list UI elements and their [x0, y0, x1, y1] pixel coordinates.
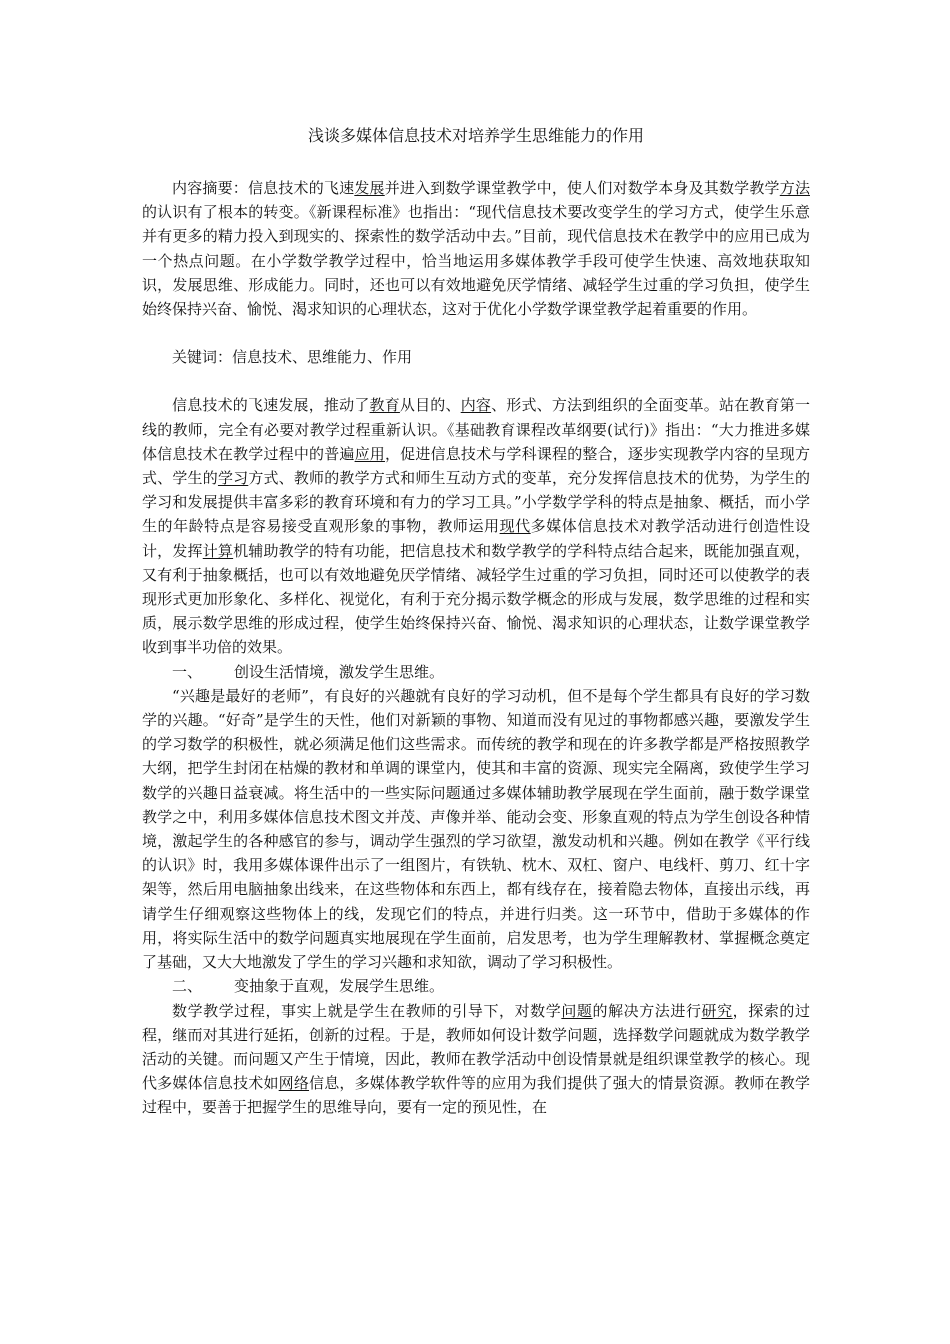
- abstract-text: 的认识有了根本的转变。《新课程标准》也指出：“现代信息技术要改变学生的学习方式，使学生乐意并有更多的精力投入到现实的、探索性的数学活动中去。”目前，现代信息技术在教学中的应用已成为一个热点问题。在小学数学教学过程中，恰当地运用多媒体教学手段可使学生快速、高效地获取知识，发展思维、形成能力。同时，还也可以有效地避免厌学情绪、减轻学生过重的学习负担，使学生始终保持兴奋、愉悦、渴求知识的心理状态，这对于优化小学数学课堂教学起着重要的作用。: [142, 203, 810, 319]
- intro-text: 多媒体信息技术对教学活动进行创造性设计，发挥: [142, 517, 810, 560]
- abstract-text: 并进入到数学课堂教学中，使人们对数学本身及其数学教学: [384, 179, 780, 197]
- link-yanjiu[interactable]: 研究: [701, 1001, 733, 1020]
- document-page: [142, 124, 810, 1120]
- spacer: [142, 321, 810, 345]
- abstract-paragraph: [142, 176, 810, 321]
- intro-text: 方式、教师的教学方式和师生互动方式的变革，充分发挥信息技术的优势，为学生的学习和发展提供丰富多彩的教育环境和有力的学习工具。”小学数学学科的特点是抽象、概括，而小学生的年龄特点是容易接受直观形象的事物，教师运用: [142, 469, 810, 536]
- section2-text: 信息，多媒体教学软件等的应用为我们提供了强大的情景资源。教师在教学过程中，要善于把握学生的思维导向，要有一定的预见性，在: [142, 1074, 810, 1117]
- spacer: [142, 369, 810, 393]
- link-jiaoyu[interactable]: 教育: [369, 396, 400, 415]
- section2-paragraph: [142, 999, 810, 1120]
- link-wenti[interactable]: 问题: [561, 1001, 593, 1020]
- intro-text: ，促进信息技术与学科课程的整合，逐步实现教学内容的呈现方式、学生的: [142, 444, 810, 488]
- section1-paragraph: “兴趣是最好的老师”，有良好的兴趣就有良好的学习动机，但不是每个学生都具有良好的学习数学的兴趣。“好奇”是学生的天性，他们对新颖的事物、知道而没有见过的事物都感兴趣，要激发学生的学习数学的积极性，就必须满足他们这些需求。而传统的教学和现在的许多教学都是严格按照教学大纲，把学生封闭在枯燥的教材和单调的课堂内，使其和丰富的资源、现实完全隔离，致使学生学习数学的兴趣日益衰减。将生活中的一些实际问题通过多媒体辅助教学展现在学生面前，融于数学课堂教学之中，利用多媒体信息技术图文并茂、声像并举、能动会变、形象直观的特点为学生创设各种情境，激起学生的各种感官的参与，调动学生强烈的学习欲望，激发动机和兴趣。例如在教学《平行线的认识》时，我用多媒体课件出示了一组图片，有铁轨、枕木、双杠、窗户、电线杆、剪刀、红十字架等，然后用电脑抽象出线来，在这些物体和东西上，都有线存在，接着隐去物体，直接出示线，再请学生仔细观察这些物体上的线，发现它们的特点，并进行归类。这一环节中，借助于多媒体的作用，将实际生活中的数学问题真实地展现在学生面前，启发思考，也为学生理解教材、掌握概念奠定了基础，又大大地激发了学生的学习兴趣和求知欲，调动了学习积极性。: [142, 686, 810, 972]
- section2-text: ，探索的过程，继而对其进行延拓，创新的过程。于是，教师如何设计数学问题，选择数学问题就成为数学教学活动的关键。而问题又产生于情境，因此，教师在教学活动中创设情景就是组织课堂教学的核心。现代多媒体信息技术如: [142, 1001, 810, 1093]
- intro-text: 信息技术的飞速发展，推动了: [172, 396, 370, 415]
- link-xuexi[interactable]: 学习: [217, 469, 249, 488]
- section2-heading: [142, 974, 810, 998]
- link-jisuan[interactable]: 计算: [202, 541, 234, 560]
- link-neirong[interactable]: 内容: [460, 396, 492, 415]
- document-title: 浅谈多媒体信息技术对培养学生思维能力的作用: [307, 126, 644, 145]
- section2-title: 变抽象于直观，发展学生思维。: [234, 977, 445, 996]
- intro-paragraph: [142, 393, 810, 659]
- section1-number: 一、: [172, 662, 203, 681]
- link-wangluo[interactable]: 网络: [278, 1074, 310, 1093]
- intro-text: 从目的、: [399, 396, 461, 415]
- link-yingyong[interactable]: 应用: [354, 444, 385, 463]
- abstract-text: 内容摘要：信息技术的飞速: [172, 179, 355, 197]
- intro-text: 机辅助教学的特有功能，把信息技术和数学教学的学科特点结合起来，既能加强直观，又有利于抽象概括，也可以有效地避免厌学情绪、减轻学生过重的学习负担，同时还可以使教学的表现形式更加形象化、多样化、视觉化，有利于充分揭示数学概念的形成与发展，数学思维的过程和实质，展示数学思维的形成过程，使学生始终保持兴奋、愉悦、渴求知识的心理状态，让数学课堂教学收到事半功倍的效果。: [142, 541, 810, 657]
- section1-title: 创设生活情境，激发学生思维。: [234, 662, 445, 681]
- section2-text: 数学教学过程，事实上就是学生在教师的引导下，对数学: [172, 1001, 562, 1020]
- link-fazhan[interactable]: 发展: [354, 179, 385, 197]
- link-xiandai[interactable]: 现代: [499, 517, 531, 536]
- intro-text: 、形式、方法到组织的全面变革。站在教育第一线的教师，完全有必要对教学过程重新认识。《基础教育课程改革纲要(试行)》指出：“大力推进多媒体信息技术在教学过程中的普遍: [142, 396, 810, 463]
- keywords-line: 关键词：信息技术、思维能力、作用: [172, 348, 413, 367]
- section1-heading: [142, 660, 810, 684]
- link-fangfa[interactable]: 方法: [779, 179, 810, 197]
- section2-text: 的解决方法进行: [592, 1001, 702, 1020]
- section2-number: 二、: [172, 977, 203, 996]
